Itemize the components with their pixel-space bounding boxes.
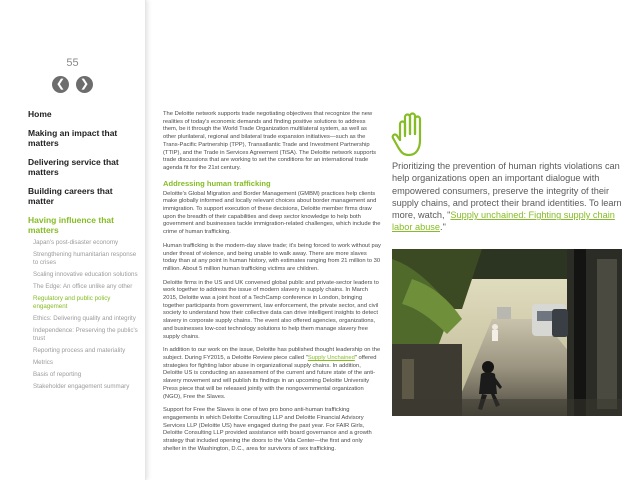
nav-list — [28, 109, 138, 395]
chevron-left-icon: ❮ — [55, 78, 66, 90]
paragraph: Deloitte's Global Migration and Border Management (GMBM) practices help clients make globally informed and locally relevant choices about border management and immigration. To support execution of these decisions, Deloitte member firms draw upon the breadth of their capabilities and deep sector knowledge to help both government and businesses tackle immigration-related challenges, which include the crime of human trafficking. — [163, 190, 381, 236]
nav-subitem-ethics[interactable]: Ethics: Delivering quality and integrity — [33, 314, 136, 322]
sidebar — [0, 0, 146, 480]
nav-item-having-influence[interactable]: Having influence that matters — [28, 214, 114, 235]
nav-item-home[interactable]: Home — [28, 109, 52, 119]
next-page-button[interactable] — [76, 76, 93, 93]
nav-subitem-reporting-process[interactable]: Reporting process and materiality — [33, 346, 126, 354]
nav-subitem-humanitarian[interactable]: Strengthening humanitarian response to crises — [33, 250, 137, 266]
article-body — [163, 111, 381, 459]
page-number: 55 — [66, 57, 79, 69]
nav-subitem-metrics[interactable]: Metrics — [33, 358, 53, 366]
callout-text — [392, 160, 622, 234]
paragraph-text: " offered strategies for fighting labor abuse in organizational supply chains. In addition, Deloitte US is conducting an assessment of the current and future state of the anti-slavery movement and will publish its findings in an upcoming Deloitte University Press piece that will be released jointly with the nongovernmental organization (NGO), Free the Slaves. — [163, 354, 377, 400]
callout-text-end: ." — [440, 222, 446, 233]
callout-text-body: Prioritizing the prevention of human rights violations can help organizations open an important dialogue with empowered consumers, preserve the integrity of their supply chains, and protect their brand identities. To learn more, watch, " — [392, 161, 622, 221]
paragraph: Human trafficking is the modern-day slave trade; it's being forced to work without pay under threat of violence, and being unable to walk away. There are more slaves today than at any point in human history, with estimates ranging from 21 million to 30 million. About 5 million human trafficking victims are children. — [163, 242, 381, 272]
nav-subitem-japan[interactable]: Japan's post-disaster economy — [33, 238, 119, 246]
nav-subitem-regulatory[interactable]: Regulatory and public policy engagement — [33, 294, 111, 310]
nav-subitem-basis[interactable]: Basis of reporting — [33, 370, 82, 378]
street-photo — [392, 249, 622, 416]
nav-subitem-stakeholder[interactable]: Stakeholder engagement summary — [33, 382, 130, 390]
supply-unchained-link[interactable]: Supply Unchained — [307, 354, 355, 361]
nav-subitem-the-edge[interactable]: The Edge: An office unlike any other — [33, 282, 133, 290]
paragraph: Deloitte firms in the US and UK convened global public and private-sector leaders to work together to address the issue of modern slavery in supply chains. In March 2015, Deloitte was a joint host of a TechCamp conference in London, bringing together participants from government, law enforcement, the private sector, and civil society to understand how their collective data can drive intelligent insights to detect slavery in corporate supply chains. The event also offered agencies, organizations, and businesses low-cost technology solutions to help them manage slavery free supply chains. — [163, 279, 379, 340]
previous-page-button[interactable] — [52, 76, 69, 93]
nav-item-building-careers[interactable]: Building careers that matter — [28, 185, 113, 206]
paragraph: Support for Free the Slaves is one of two pro bono anti-human trafficking engagements in which Deloitte Consulting LLP and Deloitte Financial Advisory Services LLP (Deloitte US) have engaged during the past year. For FAIR Girls, Deloitte Consulting LLP provided assistance with board governance and a growth strategy that included opening the doors to the Vida Center—the first and only shelter in the Washington, D.C., area for survivors of sex trafficking. — [163, 407, 372, 452]
paragraph — [163, 347, 381, 401]
paragraph-text: In addition to our work on the issue, Deloitte has published thought leadership on the subject. During FY2015, a Deloitte Review piece called " — [163, 347, 381, 361]
section-heading: Addressing human trafficking — [163, 178, 271, 188]
nav-item-making-an-impact[interactable]: Making an impact that matters — [28, 127, 118, 148]
nav-subitem-independence[interactable]: Independence: Preserving the public's trust — [33, 326, 138, 342]
paragraph: The Deloitte network supports trade negotiating objectives that recognize the new realities of today's economic demands and finding positive solutions to address them, be it through the World Trade Organization multilateral system, as well as other plurilateral, regional and bilateral trade expansion initiatives—such as the Trans-Pacific Partnership (TPP), Transatlantic Trade and Investment Partnership (TTIP), and the Trade in Services Agreement (TiSA). The Deloitte network supports trade discussions that are working to set the conditions for an international trade agenda fit for the 21st century. — [163, 111, 376, 171]
nav-subitem-education[interactable]: Scaling innovative education solutions — [33, 270, 138, 278]
supply-chain-video-link[interactable]: Supply unchained: Fighting supply chain labor abuse — [392, 210, 615, 233]
nav-item-delivering-service[interactable]: Delivering service that matters — [28, 156, 119, 177]
chevron-right-icon: ❯ — [79, 78, 90, 90]
raised-hand-icon — [390, 110, 430, 160]
